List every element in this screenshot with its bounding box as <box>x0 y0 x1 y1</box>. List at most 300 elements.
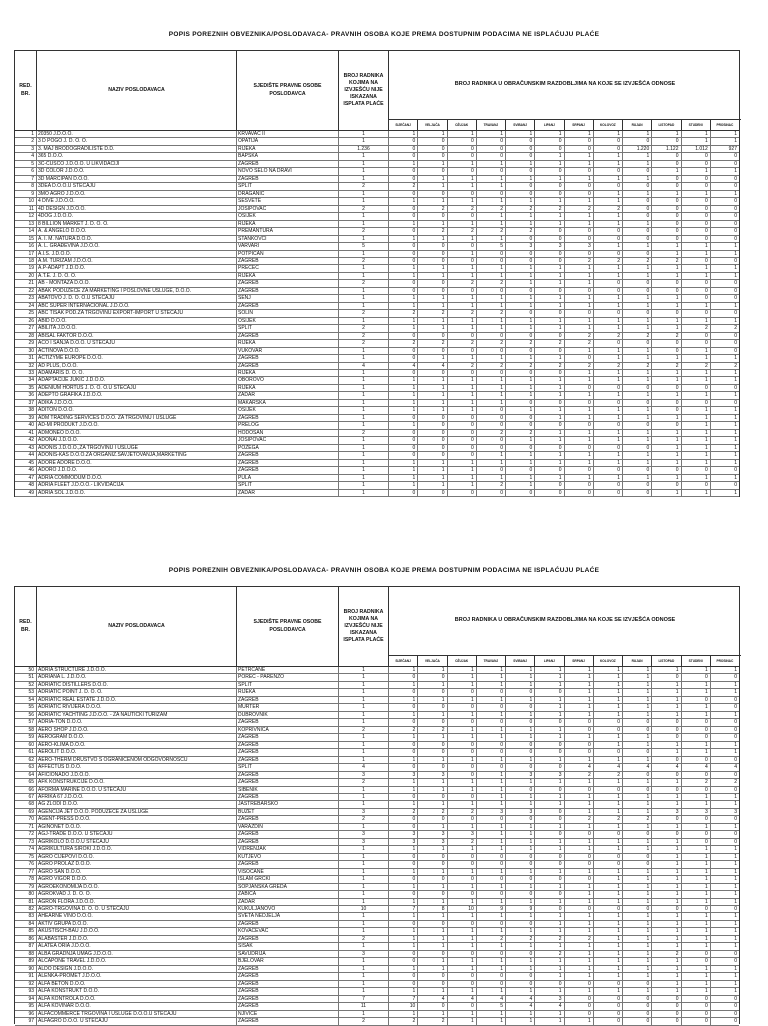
employer-name: A.P-ADAPT J.D.O.O. <box>37 265 237 271</box>
month-count: 0 <box>535 689 564 695</box>
month-count: 2 <box>477 206 506 212</box>
month-count: 1 <box>682 742 711 748</box>
table-row <box>15 422 739 429</box>
month-count: 1 <box>652 452 681 458</box>
month-count: 0 <box>389 206 418 212</box>
unpaid-workers-count: 1 <box>339 824 389 830</box>
month-count: 0 <box>652 831 681 837</box>
month-count: 1 <box>594 943 623 949</box>
month-count: 0 <box>535 183 564 189</box>
row-number: 77 <box>15 869 37 875</box>
month-count: 0 <box>448 973 477 979</box>
month-count: 1 <box>623 430 652 436</box>
employer-name: 8 BILLION MARKET J. D. O. O. <box>37 221 237 227</box>
month-count: 1 <box>477 831 506 837</box>
row-number: 75 <box>15 854 37 860</box>
month-count: 0 <box>682 697 711 703</box>
employer-name: AFFECTUS D.O.O. <box>37 764 237 770</box>
month-count: 1 <box>682 712 711 718</box>
employer-name: AGRO PROLAZ D.O.O. <box>37 861 237 867</box>
month-count: 0 <box>477 191 506 197</box>
month-count: 1 <box>734 459 737 466</box>
employer-name: ADORE ADORE D.O.O. <box>37 460 237 466</box>
month-count: 1 <box>506 460 535 466</box>
month-count: 0 <box>418 191 447 197</box>
month-count: 0 <box>734 958 737 965</box>
month-count: 1 <box>682 377 711 383</box>
table-row <box>15 273 739 280</box>
month-count: 1 <box>565 794 594 800</box>
header-red-br: RED. BR. <box>15 587 37 666</box>
month-count: 7 <box>389 906 418 912</box>
month-count: 0 <box>418 981 447 987</box>
header-month: OŽUJAK <box>448 656 477 666</box>
month-count: 1 <box>623 928 652 934</box>
employer-name: ADRIA COMMODUM D.O.O. <box>37 475 237 481</box>
month-count: 1 <box>418 482 447 488</box>
month-count: 1 <box>535 385 564 391</box>
employer-name: ADONIS J.D.O.O.,ZA TRGOVINU I USLUGE <box>37 445 237 451</box>
month-count: 1 <box>506 712 535 718</box>
month-count: 0 <box>389 176 418 182</box>
month-count: 1 <box>477 475 506 481</box>
employer-name: ADRIA SOL J.D.O.O. <box>37 490 237 496</box>
employer-seat: ZAGREB <box>237 936 339 942</box>
header-month: LIPANJ <box>535 120 564 130</box>
month-count: 0 <box>682 221 711 227</box>
month-count: 1 <box>477 846 506 852</box>
month-count: 1 <box>734 711 737 718</box>
month-count: 0 <box>734 1018 737 1025</box>
month-count: 0 <box>448 348 477 354</box>
month-count: 0 <box>506 973 535 979</box>
employer-seat: ŠIBENIK <box>237 787 339 793</box>
table-row <box>15 854 739 861</box>
month-count: 0 <box>594 228 623 234</box>
month-count: 0 <box>734 995 737 1002</box>
month-count: 1 <box>594 377 623 383</box>
unpaid-workers-count: 1 <box>339 437 389 443</box>
month-count: 1 <box>623 243 652 249</box>
month-count: 0 <box>682 958 711 964</box>
month-count: 1 <box>506 452 535 458</box>
month-count: 1 <box>418 355 447 361</box>
month-count: 2 <box>623 258 652 264</box>
month-count: 1 <box>594 161 623 167</box>
month-count: 1 <box>623 891 652 897</box>
month-count: 0 <box>652 996 681 1002</box>
month-count: 1 <box>535 779 564 785</box>
employer-name: A.I.S. J.D.O.O. <box>37 251 237 257</box>
month-count: 1 <box>652 839 681 845</box>
month-count: 1 <box>594 682 623 688</box>
month-count: 1 <box>652 891 681 897</box>
month-count: 0 <box>389 445 418 451</box>
month-count: 1 <box>594 936 623 942</box>
month-count: 3 <box>535 243 564 249</box>
employer-seat: POREČ - PARENZO <box>237 674 339 680</box>
month-count: 0 <box>565 467 594 473</box>
month-count: 1 <box>418 295 447 301</box>
month-count: 1 <box>506 913 535 919</box>
month-count: 1 <box>565 958 594 964</box>
unpaid-workers-count: 1 <box>339 355 389 361</box>
month-count: 0 <box>477 146 506 152</box>
month-count: 1 <box>565 712 594 718</box>
month-count: 1 <box>594 674 623 680</box>
month-count: 0 <box>448 445 477 451</box>
unpaid-workers-count: 1 <box>339 407 389 413</box>
month-count: 0 <box>565 490 594 496</box>
month-count: 1 <box>623 318 652 324</box>
employer-seat: ZAGREB <box>237 921 339 927</box>
employer-name: ADRIATIC YACHTING J.D.O.O. - ZA NAUTIČKI TURIZAM <box>37 712 237 718</box>
employer-seat: PREČEC <box>237 265 339 271</box>
month-count: 0 <box>389 490 418 496</box>
header-month: KOLOVOZ <box>594 120 623 130</box>
month-count: 0 <box>535 236 564 242</box>
month-count: 0 <box>565 981 594 987</box>
month-count: 1 <box>652 779 681 785</box>
month-count: 1 <box>535 325 564 331</box>
month-count: 1 <box>652 861 681 867</box>
month-count: 2 <box>448 839 477 845</box>
month-count: 2 <box>389 183 418 189</box>
month-count: 0 <box>623 787 652 793</box>
month-count: 0 <box>535 764 564 770</box>
month-count: 1 <box>565 779 594 785</box>
month-count: 1 <box>389 131 418 137</box>
unpaid-workers-count: 3 <box>339 772 389 778</box>
month-count: 0 <box>652 906 681 912</box>
employer-seat: KRVAVAC II <box>237 131 339 137</box>
month-count: 0 <box>682 1011 711 1017</box>
employer-name: ABID D.O.O. <box>37 318 237 324</box>
month-count: 0 <box>682 176 711 182</box>
month-count: 3 <box>418 839 447 845</box>
month-count: 0 <box>389 146 418 152</box>
month-count: 0 <box>418 689 447 695</box>
row-number: 86 <box>15 936 37 942</box>
employer-seat: ZAGREB <box>237 794 339 800</box>
month-count: 0 <box>477 973 506 979</box>
month-count: 1 <box>389 928 418 934</box>
month-count: 1 <box>535 377 564 383</box>
month-count: 1 <box>448 958 477 964</box>
month-count: 1 <box>594 355 623 361</box>
month-count: 1 <box>623 348 652 354</box>
month-count: 0 <box>506 400 535 406</box>
month-count: 0 <box>418 794 447 800</box>
month-count: 1 <box>652 445 681 451</box>
header-month: TRAVANJ <box>477 656 506 666</box>
month-count: 1 <box>565 824 594 830</box>
month-count: 1 <box>734 749 737 756</box>
row-number: 11 <box>15 206 37 212</box>
employer-seat: ZADAR <box>237 392 339 398</box>
row-number: 61 <box>15 749 37 755</box>
row-number: 8 <box>15 183 37 189</box>
header-month: STUDENI <box>682 120 711 130</box>
month-count: 0 <box>389 973 418 979</box>
row-number: 66 <box>15 787 37 793</box>
month-count: 0 <box>734 310 737 317</box>
unpaid-workers-count: 1 <box>339 734 389 740</box>
unpaid-workers-count: 3 <box>339 831 389 837</box>
month-count: 3 <box>652 809 681 815</box>
employer-seat: SVETA NEDJELJA <box>237 913 339 919</box>
row-number: 42 <box>15 437 37 443</box>
unpaid-workers-count: 2 <box>339 430 389 436</box>
month-count: 0 <box>734 235 737 242</box>
month-count: 1 <box>506 318 535 324</box>
row-number: 33 <box>15 370 37 376</box>
employer-name: A. L. GRAĐEVINA J.D.O.O. <box>37 243 237 249</box>
employer-name: AD PLUS, D.O.O. <box>37 363 237 369</box>
month-count: 1 <box>594 876 623 882</box>
month-count: 1 <box>565 928 594 934</box>
month-count: 2 <box>565 258 594 264</box>
month-count: 1 <box>535 221 564 227</box>
month-count: 0 <box>389 228 418 234</box>
month-count: 1 <box>418 787 447 793</box>
month-count: 1 <box>594 742 623 748</box>
month-count: 0 <box>535 749 564 755</box>
table-row <box>15 430 739 437</box>
month-count: 1 <box>535 273 564 279</box>
month-count: 1 <box>565 213 594 219</box>
header-month: SRPANJ <box>565 120 594 130</box>
month-count: 3 <box>565 243 594 249</box>
month-count: 0 <box>652 340 681 346</box>
employer-seat: RIJEKA <box>237 370 339 376</box>
month-count: 1 <box>734 801 737 808</box>
month-count: 0 <box>734 347 737 354</box>
header-month: VELJAČA <box>418 656 447 666</box>
row-number: 53 <box>15 689 37 695</box>
month-count: 1 <box>448 899 477 905</box>
month-count: 1 <box>535 794 564 800</box>
month-count: 1 <box>734 370 737 376</box>
month-count: 1 <box>623 921 652 927</box>
unpaid-workers-count: 2 <box>339 258 389 264</box>
unpaid-workers-count: 1 <box>339 161 389 167</box>
month-count: 1 <box>418 325 447 331</box>
unpaid-workers-count: 1 <box>339 928 389 934</box>
month-count: 1 <box>565 437 594 443</box>
month-count: 1 <box>506 928 535 934</box>
month-count: 1 <box>565 757 594 763</box>
employer-seat: ZAGREB <box>237 719 339 725</box>
month-count: 1 <box>594 913 623 919</box>
employer-name: ADRIA FLEET J.D.O.O.- LIKVIDACIJA <box>37 482 237 488</box>
row-number: 29 <box>15 340 37 346</box>
month-count: 1 <box>682 801 711 807</box>
month-count: 0 <box>506 310 535 316</box>
month-count: 0 <box>734 786 737 793</box>
month-count: 0 <box>448 452 477 458</box>
month-count: 1 <box>682 921 711 927</box>
month-count: 0 <box>418 445 447 451</box>
employer-seat: ZAGREB <box>237 742 339 748</box>
unpaid-workers-count: 2 <box>339 340 389 346</box>
month-count: 1 <box>734 681 737 688</box>
month-count: 0 <box>652 280 681 286</box>
row-number: 47 <box>15 475 37 481</box>
month-count: 1 <box>477 273 506 279</box>
employer-name: AEROGRAM D.O.O. <box>37 734 237 740</box>
employer-name: ALFA KOVINAR D.O.O. <box>37 1003 237 1009</box>
month-count: 2 <box>418 809 447 815</box>
month-count: 1 <box>535 303 564 309</box>
employer-seat: ZAGREB <box>237 973 339 979</box>
month-count: 0 <box>389 288 418 294</box>
month-count: 1 <box>652 846 681 852</box>
month-count: 1 <box>682 490 711 496</box>
month-count: 4 <box>682 764 711 770</box>
month-count: 0 <box>477 981 506 987</box>
table-row <box>15 988 739 995</box>
month-count: 0 <box>448 816 477 822</box>
month-count: 1 <box>652 191 681 197</box>
month-count: 1 <box>389 943 418 949</box>
month-count: 0 <box>477 288 506 294</box>
month-count: 2 <box>477 430 506 436</box>
header-month: SIJEČANJ <box>389 656 418 666</box>
month-count: 1 <box>623 988 652 994</box>
month-count: 0 <box>565 138 594 144</box>
month-count: 1 <box>506 899 535 905</box>
month-count: 0 <box>477 467 506 473</box>
table-row <box>15 794 739 801</box>
month-count: 1 <box>623 936 652 942</box>
month-count: 0 <box>389 876 418 882</box>
month-count: 1 <box>448 943 477 949</box>
month-count: 2 <box>418 228 447 234</box>
month-count: 0 <box>734 906 737 912</box>
employer-seat: ŽABICA <box>237 891 339 897</box>
month-count: 1 <box>448 407 477 413</box>
employer-seat: PREMANTURA <box>237 228 339 234</box>
employer-name: ABATOVO J. D. O. O.U STEČAJU <box>37 295 237 301</box>
month-count: 2 <box>477 340 506 346</box>
table-row <box>15 928 739 935</box>
month-count: 3 <box>506 243 535 249</box>
month-count: 1 <box>652 921 681 927</box>
month-count: 0 <box>623 719 652 725</box>
header-month: TRAVANJ <box>477 120 506 130</box>
header-month: SVIBANJ <box>506 656 535 666</box>
month-count: 1 <box>389 422 418 428</box>
month-count: 1 <box>682 131 711 137</box>
table-row <box>15 228 739 235</box>
month-count: 1 <box>418 176 447 182</box>
month-count: 0 <box>734 153 737 160</box>
month-count: 0 <box>506 258 535 264</box>
month-count: 0 <box>389 824 418 830</box>
month-count: 1 <box>682 861 711 867</box>
month-count: 0 <box>506 467 535 473</box>
row-number: 30 <box>15 348 37 354</box>
month-count: 0 <box>389 951 418 957</box>
month-count: 1 <box>535 161 564 167</box>
month-count: 0 <box>594 168 623 174</box>
month-count: 1 <box>652 958 681 964</box>
month-count: 0 <box>506 153 535 159</box>
table-row <box>15 831 739 838</box>
month-count: 1 <box>565 966 594 972</box>
month-count: 1 <box>652 682 681 688</box>
month-count: 3 <box>506 809 535 815</box>
month-count: 2 <box>565 206 594 212</box>
month-count: 1 <box>448 966 477 972</box>
month-count: 2 <box>682 325 711 331</box>
table-row <box>15 869 739 876</box>
header-red-br: RED. BR. <box>15 51 37 130</box>
month-count: 0 <box>535 258 564 264</box>
month-count: 1 <box>448 936 477 942</box>
employer-name: ADAPTACIJE JUKIĆ J.D.O.O. <box>37 377 237 383</box>
month-count: 0 <box>682 213 711 219</box>
month-count: 1 <box>418 824 447 830</box>
employer-seat: OBOROVO <box>237 377 339 383</box>
month-count: 4 <box>734 764 737 771</box>
month-count: 0 <box>594 906 623 912</box>
row-number: 74 <box>15 846 37 852</box>
month-count: 2 <box>448 340 477 346</box>
month-count: 1 <box>594 131 623 137</box>
month-count: 4 <box>565 764 594 770</box>
month-count: 0 <box>594 280 623 286</box>
month-count: 2 <box>448 228 477 234</box>
employer-name: AB - MONTAŽA D.O.O. <box>37 280 237 286</box>
month-count: 0 <box>682 236 711 242</box>
month-count: 1 <box>623 265 652 271</box>
month-count: 1 <box>477 779 506 785</box>
month-count: 2 <box>594 363 623 369</box>
month-count: 0 <box>506 704 535 710</box>
month-count: 2 <box>389 1018 418 1024</box>
month-count: 1 <box>652 251 681 257</box>
table-row <box>15 348 739 355</box>
unpaid-workers-count: 4 <box>339 363 389 369</box>
month-count: 0 <box>594 138 623 144</box>
table-row <box>15 340 739 347</box>
employer-seat: VISOČANE <box>237 869 339 875</box>
month-count: 0 <box>623 198 652 204</box>
month-count: 0 <box>565 422 594 428</box>
unpaid-workers-count: 2 <box>339 310 389 316</box>
row-number: 2 <box>15 138 37 144</box>
month-count: 1 <box>565 452 594 458</box>
header-months <box>389 656 739 666</box>
month-count: 1 <box>506 966 535 972</box>
month-count: 0 <box>652 1011 681 1017</box>
month-count: 1 <box>506 131 535 137</box>
month-count: 1 <box>535 727 564 733</box>
unpaid-workers-count: 1 <box>339 490 389 496</box>
month-count: 0 <box>623 1018 652 1024</box>
month-count: 1 <box>389 400 418 406</box>
month-count: 1 <box>448 251 477 257</box>
month-count: 5 <box>477 243 506 249</box>
month-count: 0 <box>623 183 652 189</box>
row-number: 72 <box>15 831 37 837</box>
unpaid-workers-count: 1 <box>339 452 389 458</box>
unpaid-workers-count: 1 <box>339 742 389 748</box>
unpaid-workers-count: 1 <box>339 801 389 807</box>
header-month: LISTOPAD <box>652 120 681 130</box>
